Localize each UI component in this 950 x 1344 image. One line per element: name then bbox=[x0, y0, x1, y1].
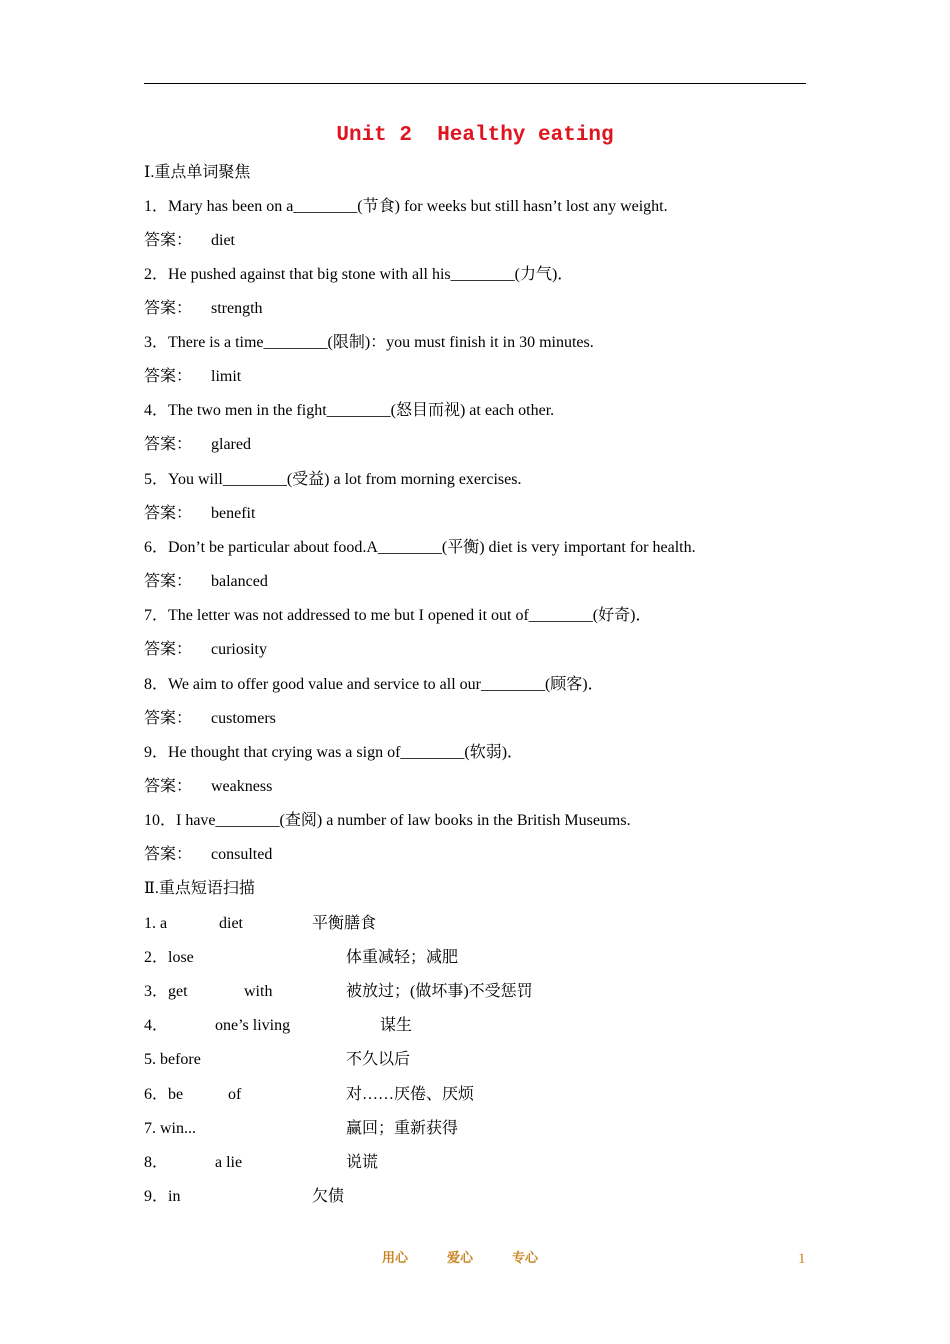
phrase-row-4 bbox=[144, 1016, 744, 1036]
phrase-meaning: 赢回；重新获得 bbox=[346, 1120, 459, 1137]
question-3: 3．There is a time________(限制)：you must finish it in 30 minutes. bbox=[144, 334, 594, 351]
question-6: 6．Don’t be particular about food.A________(平衡) diet is very important for health. bbox=[144, 539, 696, 556]
phrase-row-7 bbox=[144, 1119, 744, 1139]
phrase-number: 3．get bbox=[144, 983, 188, 1000]
question-2: 2．He pushed against that big stone with all his________(力气)． bbox=[144, 266, 574, 283]
answer-label: 答案： bbox=[144, 232, 193, 249]
question-4: 4．The two men in the fight________(怒目而视) at each other. bbox=[144, 402, 555, 419]
phrase-number: 5. before bbox=[144, 1051, 201, 1068]
answer-row-2 bbox=[144, 299, 744, 319]
page-title: Unit 2 Healthy eating bbox=[336, 124, 614, 147]
phrase-word: a lie bbox=[215, 1154, 243, 1171]
question-7: 7．The letter was not addressed to me but I opened it out of________(好奇)． bbox=[144, 607, 652, 624]
question-10: 10．I have________(查阅) a number of law books in the British Museums. bbox=[144, 812, 631, 829]
answer-label: 答案： bbox=[144, 505, 193, 522]
answer-label: 答案： bbox=[144, 778, 193, 795]
phrase-number: 1. a bbox=[144, 915, 168, 932]
phrase-meaning: 体重减轻；减肥 bbox=[346, 949, 459, 966]
phrase-number: 8． bbox=[144, 1154, 169, 1171]
answer-label: 答案： bbox=[144, 368, 193, 385]
answer-value: consulted bbox=[211, 846, 273, 863]
answer-row-1 bbox=[144, 231, 744, 251]
phrase-meaning: 谋生 bbox=[380, 1017, 413, 1034]
answer-row-8 bbox=[144, 709, 744, 729]
phrase-number: 2．lose bbox=[144, 949, 194, 966]
answer-value: glared bbox=[211, 436, 251, 453]
answer-row-5 bbox=[144, 504, 744, 524]
answer-label: 答案： bbox=[144, 573, 193, 590]
page-footer bbox=[0, 1249, 950, 1269]
answer-row-7 bbox=[144, 640, 744, 660]
phrase-word: diet bbox=[219, 915, 243, 932]
answer-value: limit bbox=[211, 368, 242, 385]
answer-row-6 bbox=[144, 572, 744, 592]
answer-row-9 bbox=[144, 777, 744, 797]
phrase-row-2 bbox=[144, 948, 744, 968]
phrase-row-3 bbox=[144, 982, 744, 1002]
answer-row-10 bbox=[144, 845, 744, 865]
phrase-meaning: 被放过；(做坏事)不受惩罚 bbox=[346, 983, 533, 1000]
phrase-row-6 bbox=[144, 1085, 744, 1105]
footer-slogan-3: 专心 bbox=[512, 1251, 539, 1266]
section2-heading: Ⅱ.重点短语扫描 bbox=[144, 880, 255, 897]
answer-row-3 bbox=[144, 367, 744, 387]
answer-label: 答案： bbox=[144, 300, 193, 317]
phrase-row-9 bbox=[144, 1187, 744, 1207]
phrase-meaning: 欠债 bbox=[312, 1188, 345, 1205]
answer-value: weakness bbox=[211, 778, 273, 795]
question-5: 5．You will________(受益) a lot from morning exercises. bbox=[144, 471, 522, 488]
answer-value: strength bbox=[211, 300, 263, 317]
answer-label: 答案： bbox=[144, 641, 193, 658]
phrase-word: one’s living bbox=[215, 1017, 291, 1034]
answer-label: 答案： bbox=[144, 436, 193, 453]
phrase-number: 6．be bbox=[144, 1086, 184, 1103]
page-number: 1 bbox=[798, 1251, 806, 1267]
section1-heading: Ⅰ.重点单词聚焦 bbox=[144, 164, 251, 181]
phrase-meaning: 说谎 bbox=[346, 1154, 379, 1171]
footer-slogan-2: 爱心 bbox=[447, 1251, 474, 1266]
phrase-number: 4． bbox=[144, 1017, 169, 1034]
answer-value: benefit bbox=[211, 505, 256, 522]
phrase-word: of bbox=[228, 1086, 242, 1103]
question-8: 8．We aim to offer good value and service to all our________(顾客)． bbox=[144, 676, 604, 693]
footer-slogan-1: 用心 bbox=[382, 1251, 409, 1266]
answer-value: balanced bbox=[211, 573, 268, 590]
question-9: 9．He thought that crying was a sign of________(软弱)． bbox=[144, 744, 524, 761]
question-1: 1．Mary has been on a________(节食) for weeks but still hasn’t lost any weight. bbox=[144, 198, 668, 215]
phrase-number: 7. win... bbox=[144, 1120, 196, 1137]
answer-label: 答案： bbox=[144, 710, 193, 727]
answer-label: 答案： bbox=[144, 846, 193, 863]
phrase-meaning: 不久以后 bbox=[346, 1051, 411, 1068]
phrase-row-5 bbox=[144, 1050, 744, 1070]
phrase-row-8 bbox=[144, 1153, 744, 1173]
answer-row-4 bbox=[144, 435, 744, 455]
phrase-word: with bbox=[244, 983, 273, 1000]
answer-value: curiosity bbox=[211, 641, 267, 658]
phrase-meaning: 平衡膳食 bbox=[312, 915, 377, 932]
header-rule bbox=[144, 83, 806, 84]
phrase-meaning: 对……厌倦、厌烦 bbox=[346, 1086, 475, 1103]
phrase-number: 9．in bbox=[144, 1188, 181, 1205]
answer-value: diet bbox=[211, 232, 235, 249]
phrase-row-1 bbox=[144, 914, 744, 934]
answer-value: customers bbox=[211, 710, 276, 727]
